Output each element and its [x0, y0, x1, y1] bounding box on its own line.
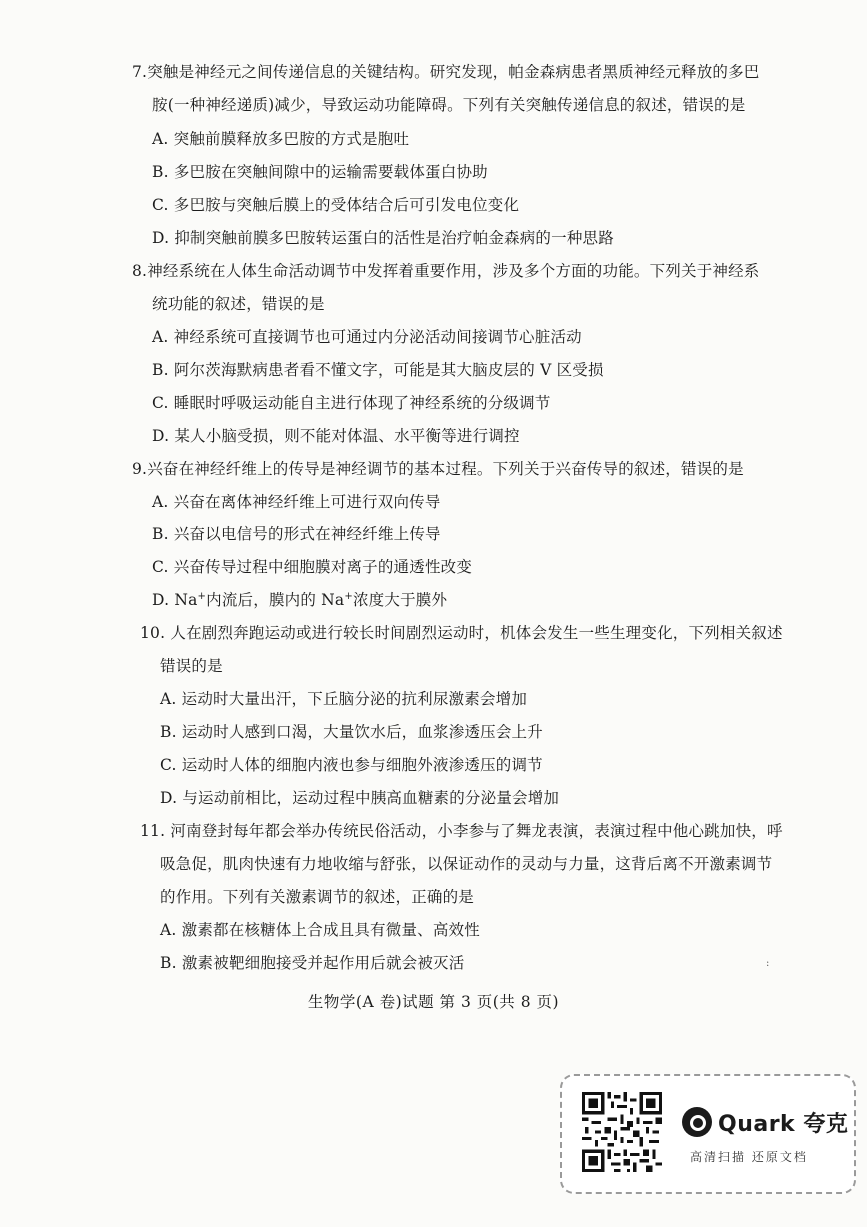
q9-option-c: C. 兴奋传导过程中细胞膜对离子的通透性改变 — [152, 558, 473, 576]
q8-option-a: A. 神经系统可直接调节也可通过内分泌活动间接调节心脏活动 — [152, 328, 582, 346]
q11-option-b: B. 激素被靶细胞接受并起作用后就会被灭活 — [160, 954, 465, 972]
quark-logo-icon — [682, 1107, 712, 1137]
q10-option-a: A. 运动时大量出汗，下丘脑分泌的抗利尿激素会增加 — [160, 690, 528, 708]
q9-d-sup2: + — [344, 590, 353, 602]
q8-option-b: B. 阿尔茨海默病患者看不懂文字，可能是其大脑皮层的 V 区受损 — [152, 361, 604, 379]
q7-option-a: A. 突触前膜释放多巴胺的方式是胞吐 — [152, 130, 410, 148]
q9-d-sup: + — [197, 590, 207, 602]
q8-stem-line2: 统功能的叙述，错误的是 — [152, 295, 325, 313]
quark-scan-badge[interactable] — [560, 1074, 856, 1194]
quark-brand — [682, 1104, 848, 1140]
quark-slogan: 高清扫描 还原文档 — [690, 1150, 808, 1164]
q7-stem-line2: 胺(一种神经递质)减少，导致运动功能障碍。下列有关突触传递信息的叙述，错误的是 — [152, 96, 746, 114]
q10-stem-line1: 10. 人在剧烈奔跑运动或进行较长时间剧烈运动时，机体会发生一些生理变化，下列相关叙述 — [140, 624, 783, 642]
q7-option-c: C. 多巴胺与突触后膜上的受体结合后可引发电位变化 — [152, 196, 520, 214]
q10-option-b: B. 运动时人感到口渴，大量饮水后，血浆渗透压会上升 — [160, 723, 543, 741]
q7-option-d: D. 抑制突触前膜多巴胺转运蛋白的活性是治疗帕金森病的一种思路 — [152, 229, 614, 247]
q10-option-c: C. 运动时人体的细胞内液也参与细胞外液渗透压的调节 — [160, 756, 543, 774]
q11-stem-line3: 的作用。下列有关激素调节的叙述，正确的是 — [160, 888, 475, 906]
q9-option-a: A. 兴奋在离体神经纤维上可进行双向传导 — [152, 493, 441, 511]
q8-stem-line1: 8.神经系统在人体生命活动调节中发挥着重要作用，涉及多个方面的功能。下列关于神经系 — [132, 262, 760, 280]
q9-option-b: B. 兴奋以电信号的形式在神经纤维上传导 — [152, 525, 441, 543]
q11-stem-line1: 11. 河南登封每年都会举办传统民俗活动，小李参与了舞龙表演，表演过程中他心跳加快，呼 — [140, 822, 783, 840]
q11-stem-line2: 吸急促，肌肉快速有力地收缩与舒张，以保证动作的灵动与力量，这背后离不开激素调节 — [160, 855, 773, 873]
q9-option-d — [152, 590, 447, 610]
quark-brand-name: Quark 夸克 — [718, 1111, 849, 1137]
q8-option-d: D. 某人小脑受损，则不能对体温、水平衡等进行调控 — [152, 427, 520, 445]
q9-d-mid: 内流后，膜内的 Na — [206, 591, 345, 609]
q8-option-c: C. 睡眠时呼吸运动能自主进行体现了神经系统的分级调节 — [152, 394, 551, 412]
q7-stem-line1: 7.突触是神经元之间传递信息的关键结构。研究发现，帕金森病患者黑质神经元释放的多巴 — [132, 63, 760, 81]
q10-stem-line2: 错误的是 — [160, 657, 223, 675]
q10-option-d: D. 与运动前相比，运动过程中胰高血糖素的分泌量会增加 — [160, 789, 560, 807]
qr-code-icon[interactable] — [582, 1092, 662, 1172]
q9-d-post: 浓度大于膜外 — [352, 591, 448, 609]
q9-stem-line1: 9.兴奋在神经纤维上的传导是神经调节的基本过程。下列关于兴奋传导的叙述，错误的是 — [132, 460, 744, 478]
q7-option-b: B. 多巴胺在突触间隙中的运输需要载体蛋白协助 — [152, 163, 488, 181]
page-footer: 生物学(A 卷)试题 第 3 页(共 8 页) — [307, 993, 560, 1011]
stray-mark: : — [766, 958, 770, 969]
q11-option-a: A. 激素都在核糖体上合成且具有微量、高效性 — [160, 921, 480, 939]
q9-d-pre: D. Na — [152, 591, 198, 609]
